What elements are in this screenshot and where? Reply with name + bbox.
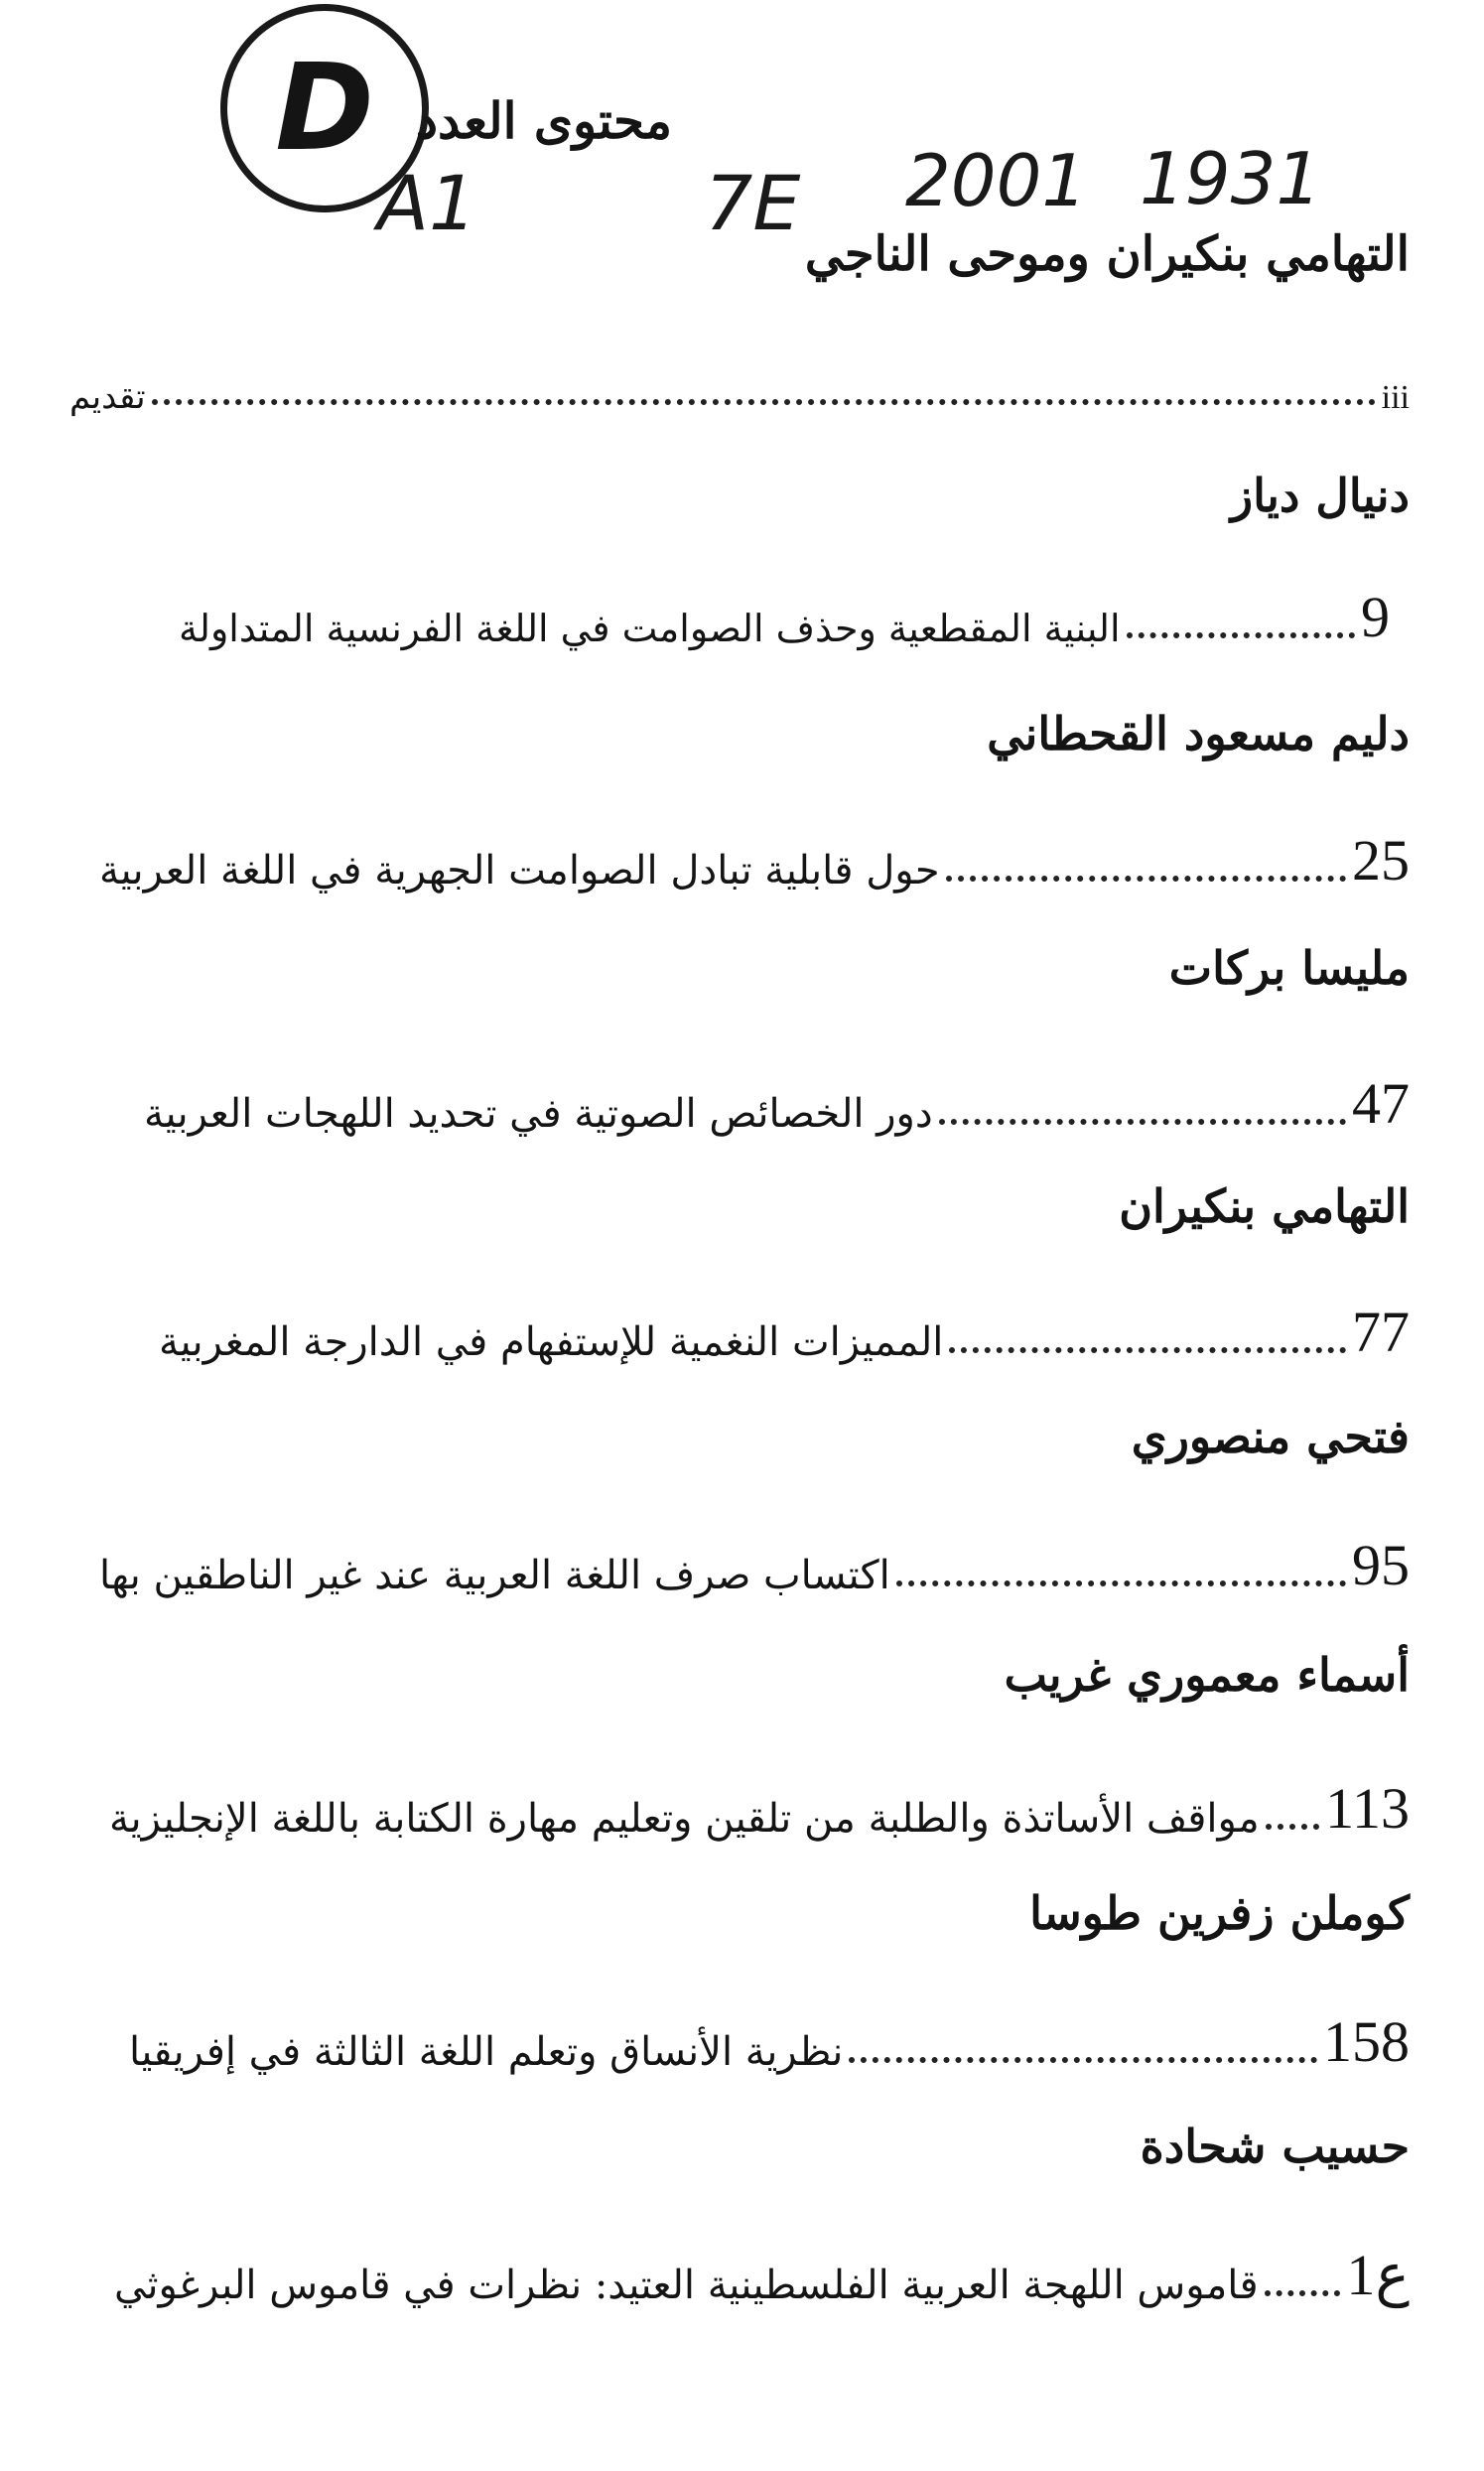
toc-entry-page: ع1 [1346,2243,1410,2307]
toc-entry-page: 25 [1352,828,1410,892]
author-name: مليسا بركات [1168,941,1410,995]
toc-entry-row[interactable] [99,1529,1410,1598]
handwritten-year-b: 1931 [1140,137,1322,220]
toc-entry-title: قاموس اللهجة العربية الفلسطينية العتيد: نظرات في قاموس البرغوثي [114,2263,1259,2308]
author-name: حسيب شحادة [1140,2120,1410,2173]
leader-dots [896,1580,1346,1586]
toc-entry-row[interactable] [129,2005,1410,2075]
leader-dots [939,1119,1346,1125]
toc-entry-page: 95 [1352,1533,1410,1597]
author-name: أسماء معموري غريب [1004,1648,1410,1702]
toc-entry-row[interactable] [159,1296,1410,1365]
author-name: دليم مسعود القحطاني [987,707,1410,760]
author-name: التهامي بنكيران [1119,1179,1410,1233]
toc-intro-page: iii [1381,379,1410,416]
toc-entry-title: حول قابلية تبادل الصوامت الجهرية في اللغة العربية [99,848,940,893]
handwritten-code-a: A1 [377,159,477,247]
leader-dots [849,2057,1317,2063]
toc-entry-row[interactable] [144,1067,1410,1137]
toc-entry-row[interactable] [114,2239,1410,2308]
toc-intro-title: تقديم [69,377,146,417]
toc-entry-page: 77 [1352,1300,1410,1364]
leader-dots [949,1347,1346,1353]
toc-entry-title: دور الخصائص الصوتية في تحديد اللهجات العربية [144,1091,933,1137]
toc-entry-row[interactable] [109,1772,1410,1842]
page-title: محتوى العدد [415,91,672,150]
handwritten-code-b: 7E [705,159,801,247]
leader-dots [1265,2290,1341,2296]
toc-entry-page: 47 [1352,1071,1410,1136]
toc-entry-title: اكتساب صرف اللغة العربية عند غير الناطقين بها [99,1553,890,1598]
toc-intro-row[interactable] [69,347,1410,417]
toc-entry-page: 158 [1323,2009,1410,2074]
author-name: فتحي منصوري [1131,1410,1410,1463]
author-name: دنيال دياز [1230,469,1410,522]
toc-entry-page: 9 [1361,585,1390,649]
leader-dots [152,399,1376,405]
toc-entry-page: 113 [1325,1776,1410,1841]
leader-dots [1266,1824,1320,1830]
leader-dots [1127,632,1355,638]
toc-entry-title: البنية المقطعية وحذف الصوامت في اللغة الفرنسية المتداولة [179,607,1121,650]
toc-entry-row[interactable] [179,581,1390,650]
circled-letter: D [275,39,374,178]
handwritten-year-a: 2001 [905,139,1088,222]
editors-line: التهامي بنكيران وموحى الناجي [804,226,1410,282]
toc-entry-title: المميزات النغمية للإستفهام في الدارجة المغربية [159,1319,944,1365]
toc-entry-title: مواقف الأساتذة والطلبة من تلقين وتعليم مهارة الكتابة باللغة الإنجليزية [109,1796,1260,1842]
toc-entry-title: نظرية الأنساق وتعلم اللغة الثالثة في إفريقيا [129,2029,844,2075]
leader-dots [946,876,1346,882]
toc-entry-row[interactable] [99,824,1410,893]
author-name: كوملن زفرين طوسا [1029,1886,1410,1940]
